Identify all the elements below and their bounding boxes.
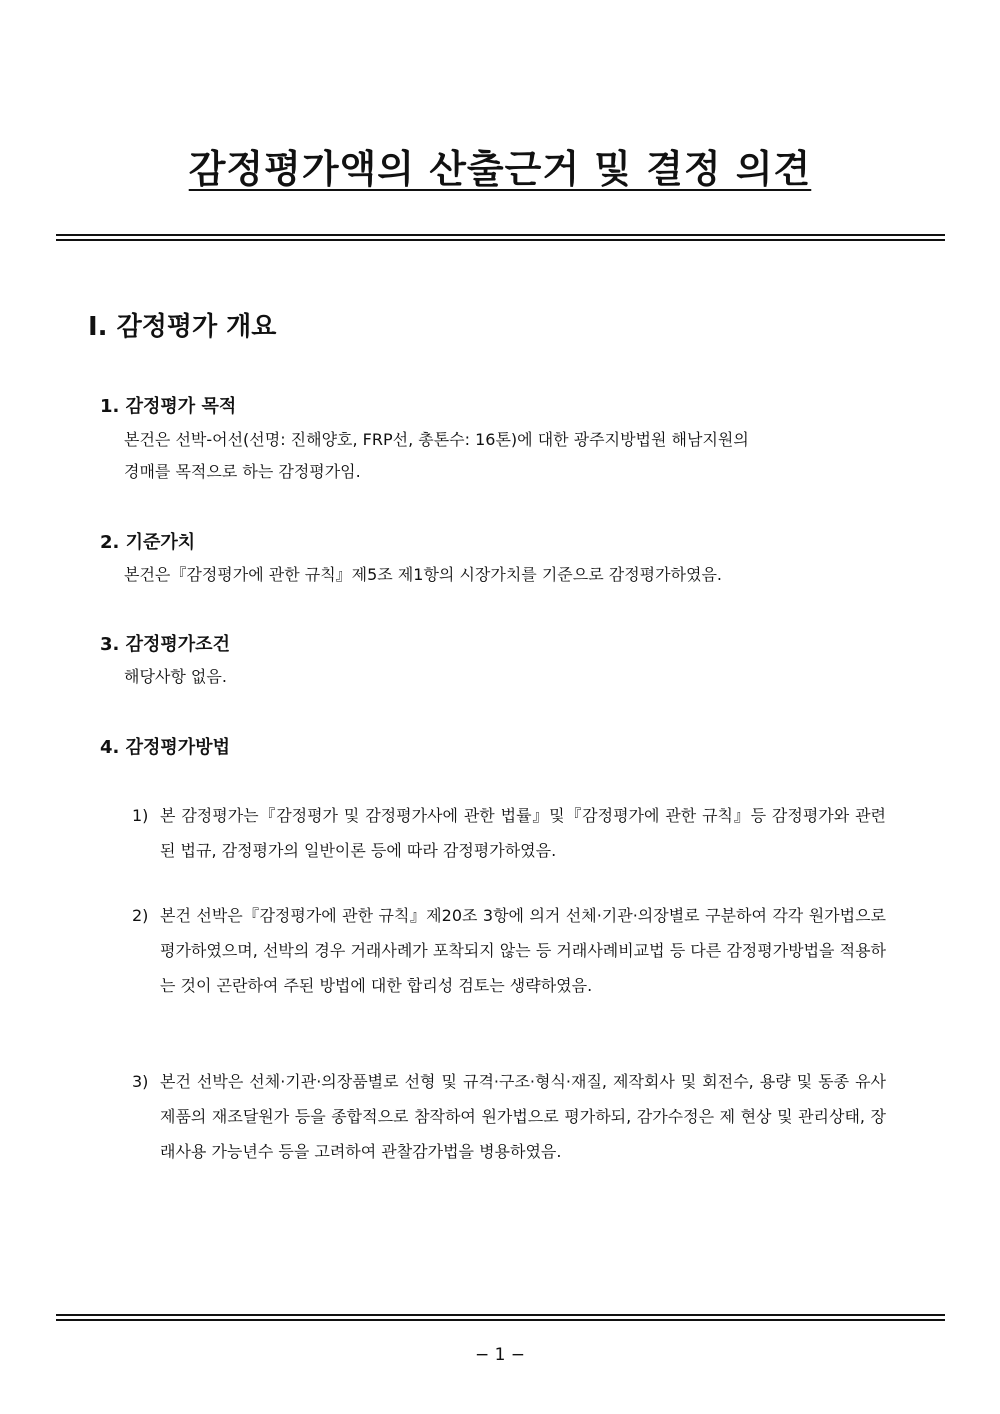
bottom-rule-upper bbox=[56, 1314, 945, 1316]
top-rule-lower bbox=[56, 239, 945, 241]
page-number: − 1 − bbox=[474, 1345, 526, 1365]
method-text-2: 본건 선박은『감정평가에 관한 규칙』제20조 3항에 의거 선체·기관·의장별로 구분하여 각각 원가법으로 평가하였으며, 선박의 경우 거래사례가 포착되지 않는 등 거래사례비교법 등 다른 감정평가방법을 적용하는 것이 곤란하여 주된 방법에 대한 합리성 검토는 생략하였음. bbox=[160, 906, 886, 995]
method-number-3: 3) bbox=[132, 1072, 149, 1091]
purpose-line-2: 경매를 목적으로 하는 감정평가임. bbox=[124, 462, 361, 481]
document-title-text: 감정평가액의 산출근거 및 결정 의견 bbox=[188, 147, 812, 191]
basis-value-heading: 2. 기준가치 bbox=[100, 532, 196, 553]
purpose-heading: 1. 감정평가 목적 bbox=[100, 396, 237, 417]
conditions-line-1: 해당사항 없음. bbox=[124, 667, 227, 686]
basis-value-line-1: 본건은『감정평가에 관한 규칙』제5조 제1항의 시장가치를 기준으로 감정평가하였음. bbox=[124, 565, 723, 584]
top-rule-upper bbox=[56, 234, 945, 236]
methods-heading: 4. 감정평가방법 bbox=[100, 737, 230, 758]
method-item-1 bbox=[132, 798, 886, 868]
method-number-2: 2) bbox=[132, 906, 149, 925]
purpose-text bbox=[124, 424, 886, 488]
section-heading: Ⅰ. 감정평가 개요 bbox=[88, 312, 277, 342]
conditions-heading: 3. 감정평가조건 bbox=[100, 634, 230, 655]
basis-value-text bbox=[124, 559, 886, 591]
document-title bbox=[0, 138, 1000, 193]
method-text-1: 본 감정평가는『감정평가 및 감정평가사에 관한 법률』및『감정평가에 관한 규칙』등 감정평가와 관련된 법규, 감정평가의 일반이론 등에 따라 감정평가하였음. bbox=[160, 806, 886, 860]
bottom-rule-lower bbox=[56, 1319, 945, 1321]
method-item-2 bbox=[132, 898, 886, 1003]
method-item-3 bbox=[132, 1064, 886, 1169]
method-text-3: 본건 선박은 선체·기관·의장품별로 선형 및 규격·구조·형식·재질, 제작회사 및 회전수, 용량 및 동종 유사제품의 재조달원가 등을 종합적으로 참작하여 원가법으로 평가하되, 감가수정은 제 현상 및 관리상태, 장래사용 가능년수 등을 고려하여 관찰감가법을 병용하였음. bbox=[160, 1072, 886, 1161]
method-number-1: 1) bbox=[132, 806, 149, 825]
conditions-text bbox=[124, 661, 886, 693]
purpose-line-1: 본건은 선박-어선(선명: 진해양호, FRP선, 총톤수: 16톤)에 대한 광주지방법원 해남지원의 bbox=[124, 430, 749, 449]
